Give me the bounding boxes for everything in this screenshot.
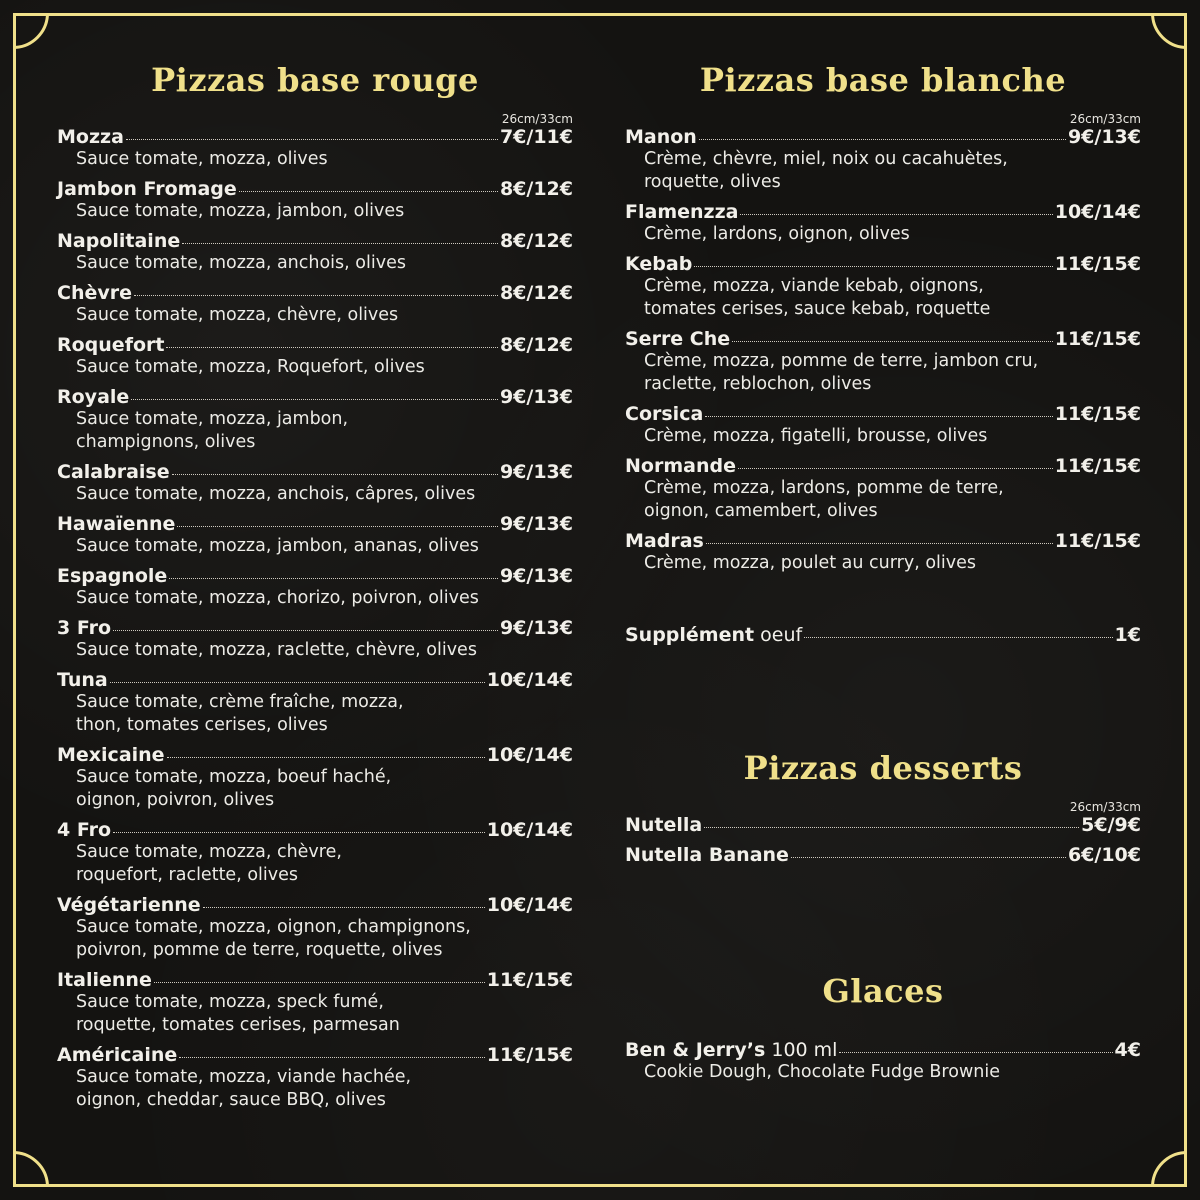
- item-price: 10€/14€: [1054, 201, 1141, 223]
- corner-arc-bottom-right: [1151, 1151, 1184, 1184]
- menu-item: [57, 386, 573, 454]
- item-description: Crème, mozza, pomme de terre, jambon cru, raclette, reblochon, olives: [644, 351, 1039, 394]
- section-glaces: [625, 969, 1141, 1084]
- dot-leader: [134, 295, 498, 296]
- item-name: 3 Fro: [57, 617, 112, 639]
- dot-leader: [740, 214, 1052, 215]
- item-name: Supplément oeuf: [625, 624, 803, 646]
- item-name: Chèvre: [57, 282, 132, 304]
- item-name: Tuna: [57, 669, 108, 691]
- menu-item: [57, 819, 573, 887]
- menu-item: [57, 1044, 573, 1112]
- item-price: 11€/15€: [1054, 455, 1141, 477]
- item-price: 8€/12€: [499, 178, 573, 200]
- item-name: Nutella Banane: [625, 844, 789, 866]
- dot-leader: [172, 474, 498, 475]
- section-title: Pizzas desserts: [743, 749, 1023, 787]
- corner-arc-top-left: [16, 16, 49, 49]
- item-price: 1€: [1114, 624, 1141, 646]
- item-price: 8€/12€: [499, 334, 573, 356]
- section-title: Pizzas base rouge: [151, 61, 479, 99]
- item-name: Espagnole: [57, 565, 168, 587]
- item-price: 11€/15€: [486, 1044, 573, 1066]
- section-title: Glaces: [822, 972, 944, 1010]
- menu-item: [57, 334, 573, 379]
- menu-item: [625, 455, 1141, 523]
- item-price: 11€/15€: [1054, 530, 1141, 552]
- item-price: 4€: [1114, 1039, 1141, 1061]
- dot-leader: [738, 468, 1053, 469]
- item-price: 9€/13€: [499, 565, 573, 587]
- item-price: 9€/13€: [499, 386, 573, 408]
- item-description: Sauce tomate, mozza, viande hachée, oignon, cheddar, sauce BBQ, olives: [76, 1067, 412, 1110]
- dot-leader: [791, 857, 1066, 858]
- menu-item: [57, 744, 573, 812]
- item-description: Sauce tomate, mozza, Roquefort, olives: [76, 357, 425, 377]
- item-description: Cookie Dough, Chocolate Fudge Brownie: [644, 1062, 1000, 1082]
- dot-leader: [182, 243, 498, 244]
- item-price: 10€/14€: [486, 819, 573, 841]
- item-name: Manon: [625, 126, 697, 148]
- item-description: Sauce tomate, crème fraîche, mozza, thon, tomates cerises, olives: [76, 692, 404, 735]
- section-base-rouge: [57, 58, 573, 1119]
- dot-leader: [839, 1052, 1112, 1053]
- dot-leader: [177, 526, 498, 527]
- corner-arc-bottom-left: [16, 1151, 49, 1184]
- menu-item: [625, 328, 1141, 396]
- menu-item: [625, 253, 1141, 321]
- item-price: 5€/9€: [1081, 814, 1141, 836]
- item-price: 11€/15€: [486, 969, 573, 991]
- menu-item: [625, 530, 1141, 575]
- item-price: 9€/13€: [1067, 126, 1141, 148]
- menu-item: [57, 513, 573, 558]
- menu-item: [57, 894, 573, 962]
- item-name: Serre Che: [625, 328, 731, 350]
- size-label: 26cm/33cm: [1069, 800, 1141, 814]
- dot-leader: [705, 416, 1052, 417]
- menu-list: [57, 126, 573, 1112]
- menu-item: [57, 282, 573, 327]
- item-description: Sauce tomate, mozza, jambon, champignons, olives: [76, 409, 349, 452]
- item-description: Sauce tomate, mozza, jambon, olives: [76, 201, 405, 221]
- dot-leader: [706, 543, 1053, 544]
- item-name: Mexicaine: [57, 744, 165, 766]
- item-name: Italienne: [57, 969, 152, 991]
- item-name: Flamenzza: [625, 201, 739, 223]
- menu-item: [625, 814, 1141, 836]
- item-description: Crème, chèvre, miel, noix ou cacahuètes, roquette, olives: [644, 149, 1008, 192]
- item-name: Kebab: [625, 253, 693, 275]
- item-name: Mozza: [57, 126, 124, 148]
- item-description: Sauce tomate, mozza, boeuf haché, oignon, poivron, olives: [76, 767, 392, 810]
- dot-leader: [110, 682, 485, 683]
- item-name: Normande: [625, 455, 736, 477]
- item-description: Sauce tomate, mozza, raclette, chèvre, olives: [76, 640, 477, 660]
- dot-leader: [179, 1057, 484, 1058]
- menu-item: [625, 126, 1141, 194]
- menu-item: [57, 230, 573, 275]
- section-base-blanche: [625, 58, 1141, 575]
- right-column: [625, 58, 1141, 1091]
- item-price: 8€/12€: [499, 282, 573, 304]
- item-name: Ben & Jerry’s 100 ml: [625, 1039, 838, 1061]
- item-price: 11€/15€: [1054, 253, 1141, 275]
- dot-leader: [694, 266, 1052, 267]
- item-description: Sauce tomate, mozza, chèvre, olives: [76, 305, 399, 325]
- menu-list: [625, 126, 1141, 575]
- item-description: Sauce tomate, mozza, chorizo, poivron, olives: [76, 588, 479, 608]
- item-name: 4 Fro: [57, 819, 112, 841]
- size-label: 26cm/33cm: [501, 112, 573, 126]
- item-description: Sauce tomate, mozza, anchois, olives: [76, 253, 406, 273]
- corner-arc-top-right: [1151, 16, 1184, 49]
- item-name: Américaine: [57, 1044, 178, 1066]
- menu-item: [57, 969, 573, 1037]
- dot-leader: [113, 630, 498, 631]
- item-name: Madras: [625, 530, 704, 552]
- section-title: Pizzas base blanche: [699, 61, 1067, 99]
- menu-item: [57, 126, 573, 171]
- dot-leader: [154, 982, 485, 983]
- item-price: 8€/12€: [499, 230, 573, 252]
- size-label: 26cm/33cm: [1069, 112, 1141, 126]
- dot-leader: [804, 637, 1112, 638]
- menu-item: [625, 1039, 1141, 1084]
- menu-item: [57, 178, 573, 223]
- item-description: Sauce tomate, mozza, jambon, ananas, olives: [76, 536, 479, 556]
- item-name: Nutella: [625, 814, 703, 836]
- item-name: Royale: [57, 386, 130, 408]
- section-desserts: [625, 746, 1141, 866]
- dot-leader: [166, 347, 497, 348]
- item-description: Sauce tomate, mozza, chèvre, roquefort, raclette, olives: [76, 842, 342, 885]
- menu-list: [625, 1039, 1141, 1084]
- item-name: Napolitaine: [57, 230, 181, 252]
- item-description: Crème, mozza, poulet au curry, olives: [644, 553, 976, 573]
- item-name: Hawaïenne: [57, 513, 176, 535]
- item-name: Jambon Fromage: [57, 178, 237, 200]
- item-price: 9€/13€: [499, 461, 573, 483]
- item-description: Crème, lardons, oignon, olives: [644, 224, 910, 244]
- item-name: Végétarienne: [57, 894, 201, 916]
- dot-leader: [126, 139, 498, 140]
- item-description: Sauce tomate, mozza, oignon, champignons, poivron, pomme de terre, roquette, olives: [76, 917, 471, 960]
- item-description: Crème, mozza, lardons, pomme de terre, oignon, camembert, olives: [644, 478, 1004, 521]
- dot-leader: [704, 827, 1079, 828]
- dot-leader: [113, 832, 485, 833]
- item-description: Crème, mozza, viande kebab, oignons, tomates cerises, sauce kebab, roquette: [644, 276, 991, 319]
- item-price: 9€/13€: [499, 617, 573, 639]
- item-price: 11€/15€: [1054, 403, 1141, 425]
- menu-item: [57, 669, 573, 737]
- menu-item: [625, 403, 1141, 448]
- menu-item: [57, 461, 573, 506]
- item-name: Corsica: [625, 403, 704, 425]
- menu-item: [57, 565, 573, 610]
- dot-leader: [239, 191, 498, 192]
- item-price: 10€/14€: [486, 894, 573, 916]
- item-description: Sauce tomate, mozza, olives: [76, 149, 328, 169]
- supplement-item: [625, 624, 1141, 646]
- item-price: 10€/14€: [486, 744, 573, 766]
- dot-leader: [169, 578, 498, 579]
- dot-leader: [167, 757, 485, 758]
- item-price: 11€/15€: [1054, 328, 1141, 350]
- menu-item: [625, 201, 1141, 246]
- menu-item: [625, 844, 1141, 866]
- dot-leader: [699, 139, 1066, 140]
- item-name: Roquefort: [57, 334, 165, 356]
- item-price: 6€/10€: [1067, 844, 1141, 866]
- item-price: 7€/11€: [499, 126, 573, 148]
- dot-leader: [203, 907, 485, 908]
- item-name: Calabraise: [57, 461, 170, 483]
- item-description: Sauce tomate, mozza, speck fumé, roquette, tomates cerises, parmesan: [76, 992, 400, 1035]
- dot-leader: [131, 399, 498, 400]
- item-description: Sauce tomate, mozza, anchois, câpres, olives: [76, 484, 476, 504]
- item-price: 10€/14€: [486, 669, 573, 691]
- item-description: Crème, mozza, figatelli, brousse, olives: [644, 426, 988, 446]
- menu-item: [57, 617, 573, 662]
- menu-list: [625, 814, 1141, 866]
- item-price: 9€/13€: [499, 513, 573, 535]
- dot-leader: [732, 341, 1053, 342]
